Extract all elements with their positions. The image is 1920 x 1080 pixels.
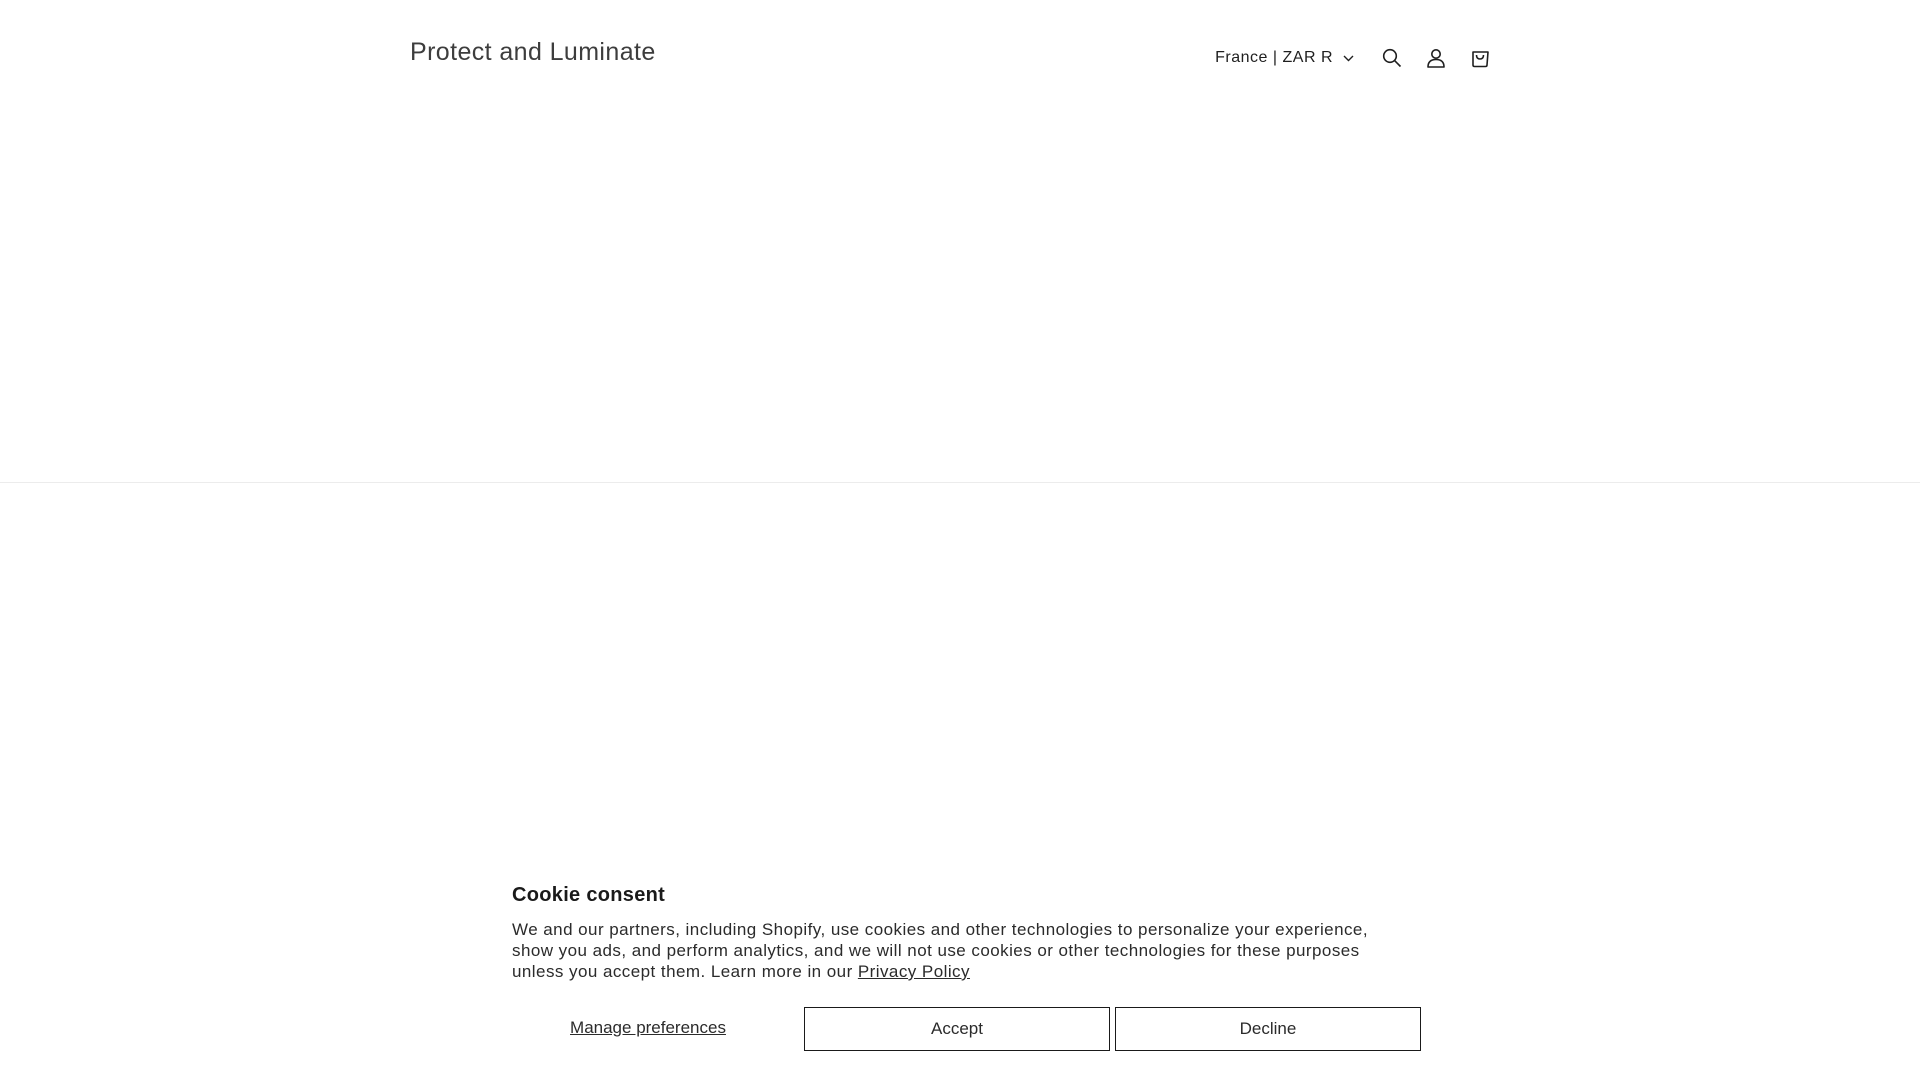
manage-preferences-link[interactable]: Manage preferences: [570, 1018, 726, 1037]
header-actions: [1215, 36, 1502, 80]
country-currency-label: France | ZAR R: [1215, 49, 1333, 66]
search-icon: [1382, 48, 1402, 68]
cart-icon: [1469, 48, 1491, 68]
cookie-consent-text: [512, 919, 1408, 982]
privacy-policy-link[interactable]: Privacy Policy: [857, 962, 970, 981]
decline-button[interactable]: Decline: [1115, 1007, 1421, 1051]
account-button[interactable]: [1414, 36, 1458, 80]
cookie-consent-banner: [512, 884, 1408, 1038]
chevron-down-icon: [1343, 55, 1354, 62]
cookie-consent-body: We and our partners, including Shopify, use cookies and other technologies to personalize your experience, show you ads, and perform analytics, and we will not use cookies or other technologies for these purposes unless you accept them. Learn more in our: [512, 920, 1369, 981]
cookie-consent-title: Cookie consent: [512, 884, 666, 906]
cookie-consent-actions: [512, 1007, 1408, 1049]
accept-button[interactable]: Accept: [804, 1007, 1110, 1051]
country-currency-selector[interactable]: [1215, 49, 1354, 67]
search-button[interactable]: [1370, 36, 1414, 80]
site-header: [0, 0, 1920, 116]
site-logo[interactable]: Protect and Luminate: [410, 38, 656, 66]
account-icon: [1426, 48, 1446, 68]
section-divider: [0, 482, 1920, 483]
cart-button[interactable]: [1458, 36, 1502, 80]
